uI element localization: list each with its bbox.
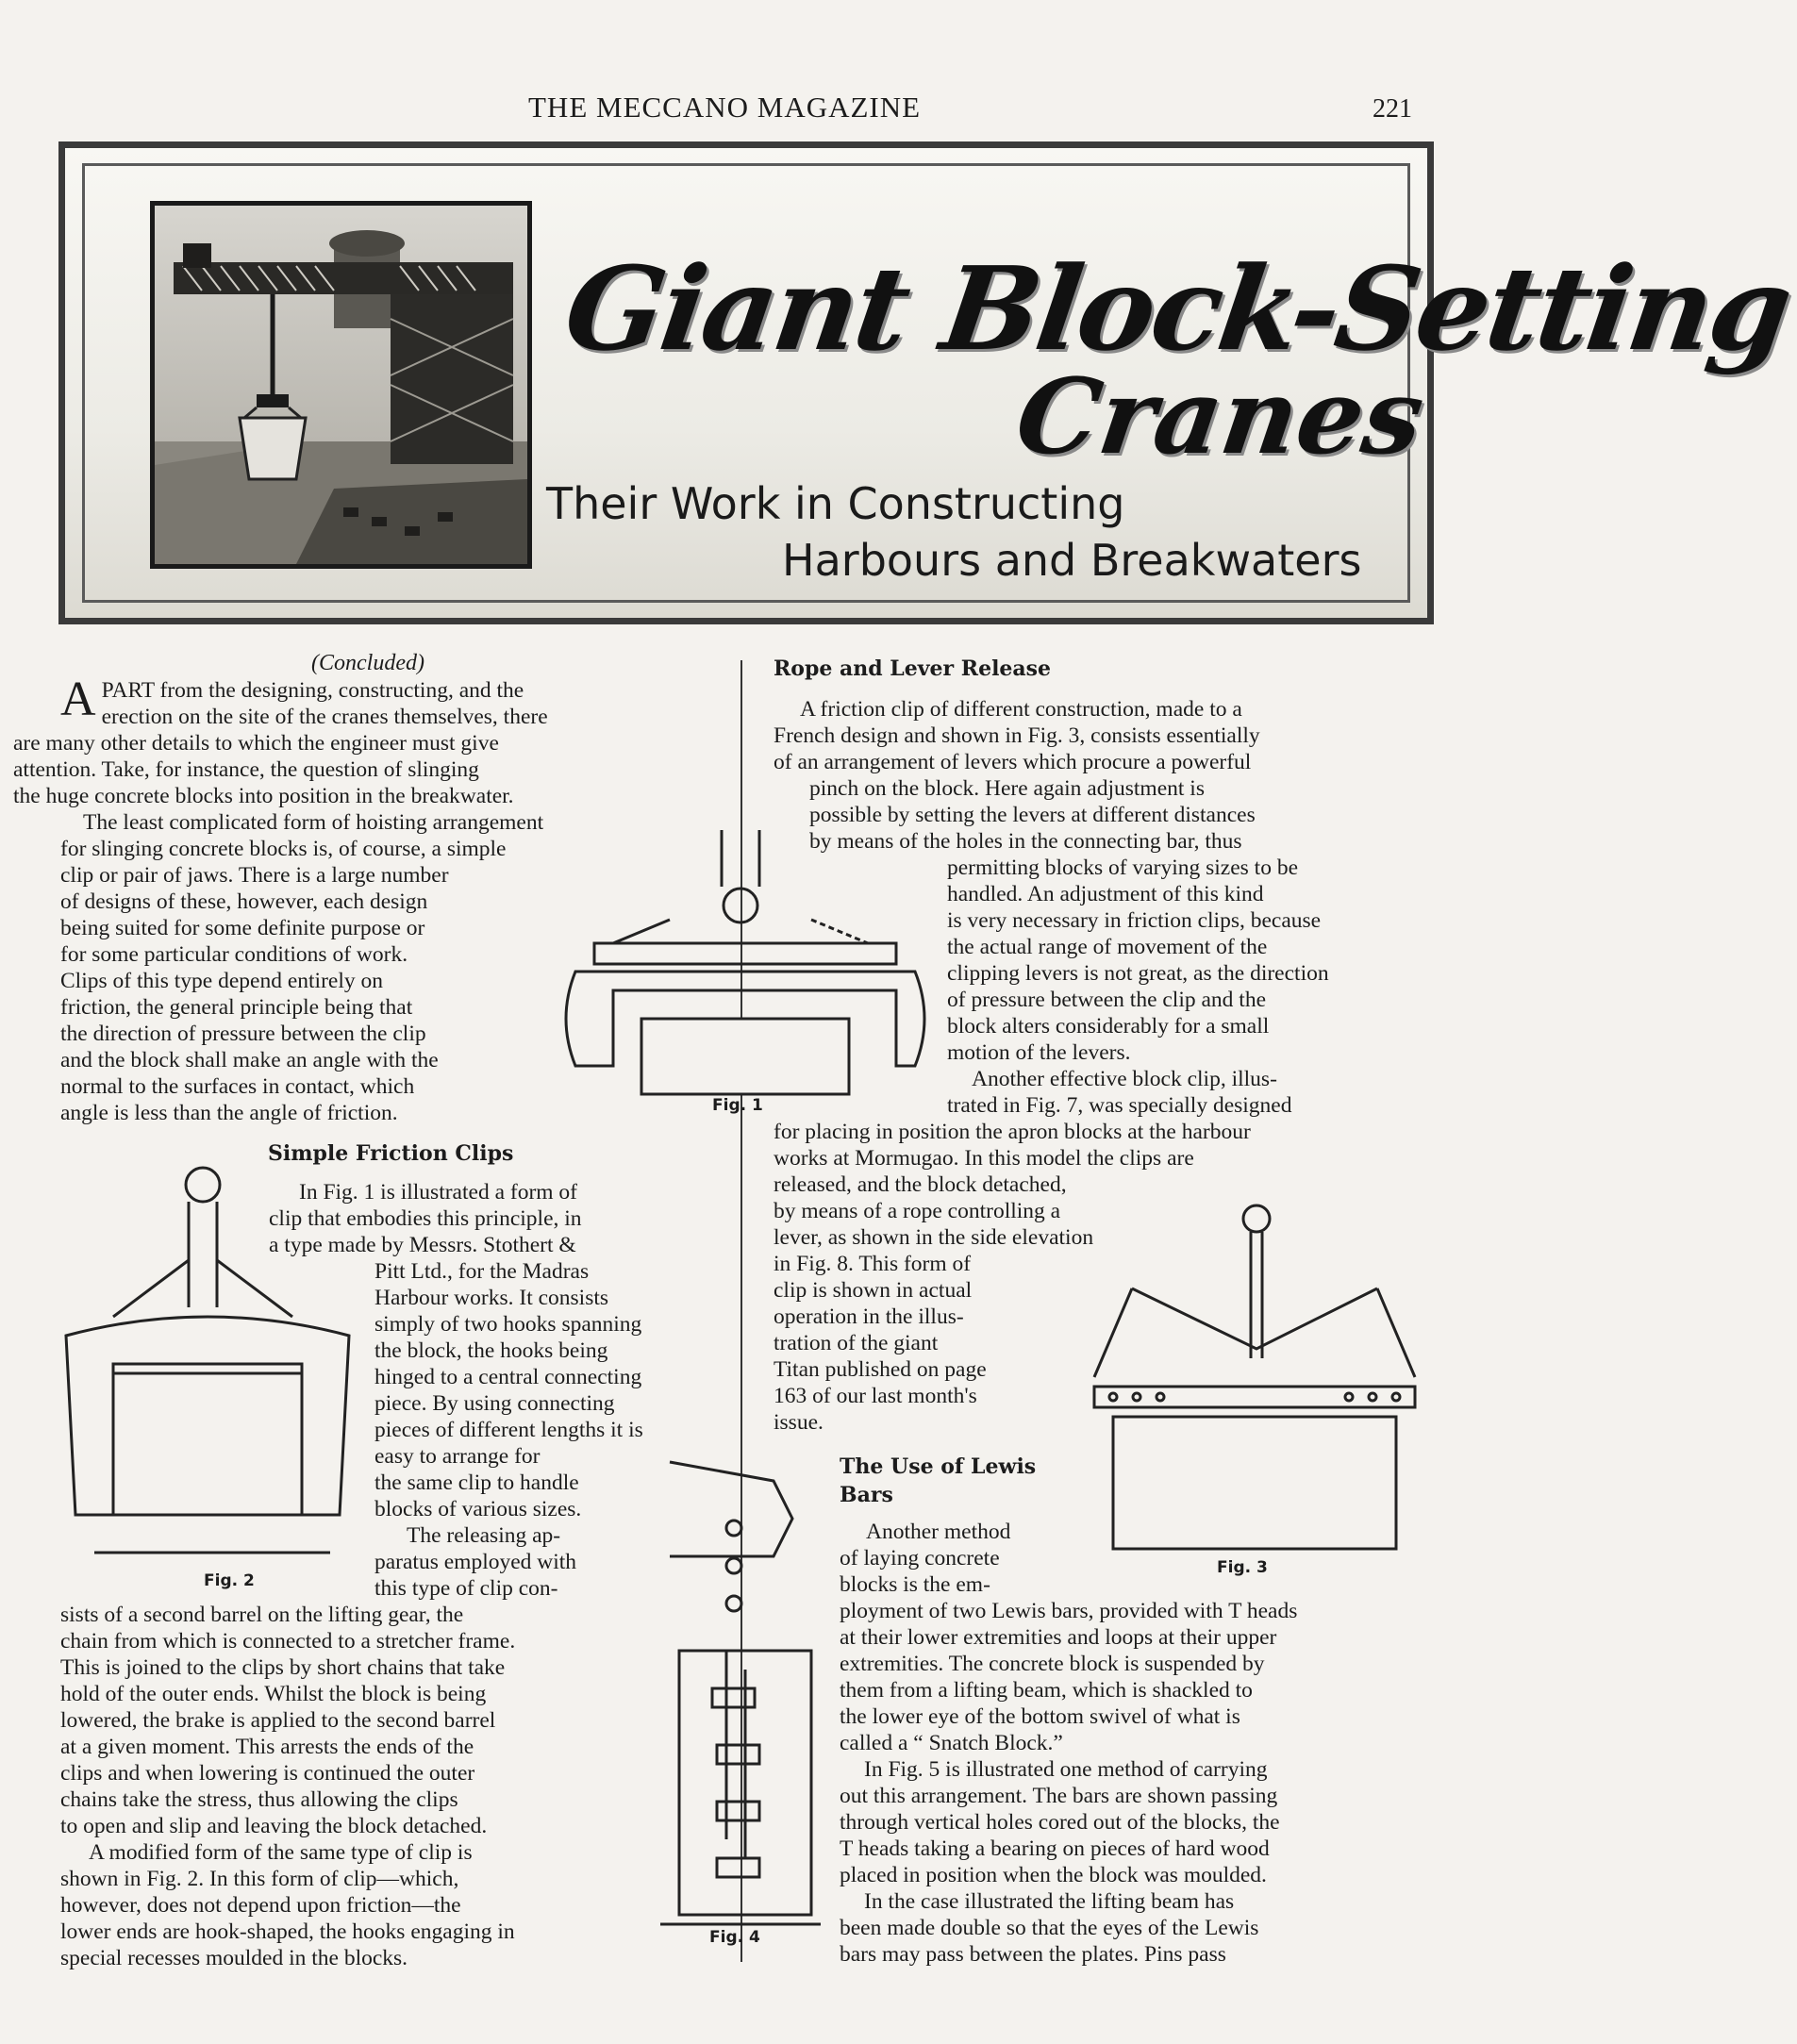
text-line: bars may pass between the plates. Pins pass bbox=[840, 1942, 1226, 1967]
banner-title-line2: Cranes bbox=[1008, 356, 1431, 477]
text-line: being suited for some definite purpose or bbox=[60, 916, 425, 940]
text-line: at a given moment. This arrests the ends of the bbox=[60, 1735, 474, 1759]
text-line: sists of a second barrel on the lifting gear, the bbox=[60, 1603, 464, 1627]
figure-4 bbox=[660, 1462, 830, 1953]
page-number: 221 bbox=[1373, 94, 1412, 124]
heading-rope-lever: Rope and Lever Release bbox=[774, 656, 1052, 681]
text-line: of pressure between the clip and the bbox=[947, 988, 1267, 1012]
text-line: are many other details to which the engineer must give bbox=[13, 731, 499, 756]
text-line: possible by setting the levers at different distances bbox=[809, 803, 1256, 827]
text-line: piece. By using connecting bbox=[374, 1391, 615, 1416]
text-line: angle is less than the angle of friction. bbox=[60, 1101, 398, 1125]
text-line: Clips of this type depend entirely on bbox=[60, 969, 384, 993]
text-line: clipping levers is not great, as the direction bbox=[947, 961, 1329, 986]
fig3-drawing bbox=[1085, 1198, 1424, 1556]
text-line: French design and shown in Fig. 3, consists essentially bbox=[774, 723, 1260, 748]
text-line: for some particular conditions of work. bbox=[60, 942, 408, 967]
text-line: This is joined to the clips by short chains that take bbox=[60, 1655, 506, 1680]
text-line: is very necessary in friction clips, because bbox=[947, 908, 1322, 933]
text-line: In Fig. 1 is illustrated a form of bbox=[299, 1180, 578, 1205]
text-line: friction, the general principle being that bbox=[60, 995, 413, 1020]
text-line: clip is shown in actual bbox=[774, 1278, 973, 1303]
text-line: in Fig. 8. This form of bbox=[774, 1252, 972, 1276]
text-line: simply of two hooks spanning bbox=[374, 1312, 642, 1337]
text-line: 163 of our last month's bbox=[774, 1384, 977, 1408]
fig4-caption: Fig. 4 bbox=[709, 1928, 760, 1947]
text-line: pinch on the block. Here again adjustment is bbox=[809, 776, 1205, 801]
text-line: clip or pair of jaws. There is a large number bbox=[60, 863, 449, 888]
text-line: The least complicated form of hoisting arrangement bbox=[83, 810, 544, 835]
text-line: A modified form of the same type of clip is bbox=[89, 1840, 473, 1865]
fig2-drawing bbox=[57, 1156, 368, 1571]
text-line: tration of the giant bbox=[774, 1331, 939, 1355]
text-line: out this arrangement. The bars are shown passing bbox=[840, 1784, 1278, 1808]
text-line: the direction of pressure between the clip bbox=[60, 1022, 426, 1046]
heading-line: The Use of Lewis bbox=[840, 1454, 1037, 1479]
text-line: of an arrangement of levers which procure a powerful bbox=[774, 750, 1252, 774]
text-line: been made double so that the eyes of the Lewis bbox=[840, 1916, 1259, 1940]
paragraph-lewis-cont bbox=[840, 1598, 1424, 1968]
text-line: and the block shall make an angle with the bbox=[60, 1048, 439, 1072]
text-line: Pitt Ltd., for the Madras bbox=[374, 1259, 590, 1284]
title-banner bbox=[58, 141, 1797, 624]
text-line: of laying concrete bbox=[840, 1546, 1000, 1570]
text-line: clips and when lowering is continued the outer bbox=[60, 1761, 475, 1786]
paragraph-release bbox=[60, 1602, 651, 1971]
text-line: hinged to a central connecting bbox=[374, 1365, 642, 1389]
intro-paragraph bbox=[13, 673, 709, 809]
text-line: the huge concrete blocks into position in the breakwater. bbox=[13, 784, 514, 808]
paragraph-rope-lever bbox=[774, 696, 1424, 1066]
text-line: operation in the illus- bbox=[774, 1305, 964, 1329]
text-line: by means of the holes in the connecting bar, thus bbox=[809, 829, 1242, 854]
text-line: Another method bbox=[866, 1520, 1011, 1544]
heading-lewis-bars bbox=[840, 1453, 1036, 1509]
crane-illustration-svg bbox=[155, 206, 527, 564]
text-line: ployment of two Lewis bars, provided with T heads bbox=[840, 1599, 1298, 1623]
text-line: normal to the surfaces in contact, which bbox=[60, 1074, 415, 1099]
banner-subtitle-line2: Harbours and Breakwaters bbox=[782, 535, 1362, 586]
text-line: the lower eye of the bottom swivel of what is bbox=[840, 1704, 1240, 1729]
text-line: pieces of different lengths it is bbox=[374, 1418, 643, 1442]
text-line: special recesses moulded in the blocks. bbox=[60, 1946, 408, 1970]
text-line: through vertical holes cored out of the blocks, the bbox=[840, 1810, 1280, 1835]
text-line: Another effective block clip, illus- bbox=[972, 1067, 1277, 1091]
text-line: trated in Fig. 7, was specially designed bbox=[947, 1093, 1292, 1118]
text-line: a type made by Messrs. Stothert & bbox=[269, 1233, 576, 1257]
fig2-caption: Fig. 2 bbox=[204, 1571, 255, 1590]
magazine-title: THE MECCANO MAGAZINE bbox=[528, 91, 922, 124]
heading-line: Bars bbox=[840, 1483, 893, 1507]
banner-subtitle-line1: Their Work in Constructing bbox=[546, 478, 1125, 529]
text-line: paratus employed with bbox=[374, 1550, 577, 1574]
text-line: motion of the levers. bbox=[947, 1040, 1131, 1065]
text-line: A friction clip of different construction, made to a bbox=[800, 697, 1242, 722]
text-line: the actual range of movement of the bbox=[947, 935, 1268, 959]
fig1-caption: Fig. 1 bbox=[712, 1096, 763, 1115]
figure-2 bbox=[57, 1156, 368, 1600]
paragraph-lewis bbox=[840, 1519, 1075, 1598]
text-line: lower ends are hook-shaped, the hooks engaging in bbox=[60, 1919, 515, 1944]
heading-simple-friction-clips: Simple Friction Clips bbox=[268, 1141, 514, 1166]
text-line: permitting blocks of varying sizes to be bbox=[947, 856, 1299, 880]
text-line: them from a lifting beam, which is shackled to bbox=[840, 1678, 1253, 1703]
text-line: to open and slip and leaving the block detached. bbox=[60, 1814, 488, 1838]
text-line: handled. An adjustment of this kind bbox=[947, 882, 1264, 906]
text-line: shown in Fig. 2. In this form of clip—which, bbox=[60, 1867, 459, 1891]
text-line: this type of clip con- bbox=[374, 1576, 558, 1601]
text-line: hold of the outer ends. Whilst the block is being bbox=[60, 1682, 487, 1706]
text-line: at their lower extremities and loops at their upper bbox=[840, 1625, 1277, 1650]
text-line: clip that embodies this principle, in bbox=[269, 1206, 582, 1231]
text-line: of designs of these, however, each design bbox=[60, 889, 428, 914]
text-line: called a “ Snatch Block.” bbox=[840, 1731, 1063, 1755]
text-line: easy to arrange for bbox=[374, 1444, 541, 1469]
banner-title-line1: Giant Block-Setting bbox=[557, 241, 1797, 376]
fig3-caption: Fig. 3 bbox=[1217, 1558, 1268, 1577]
text-line: lever, as shown in the side elevation bbox=[774, 1225, 1094, 1250]
text-line: the block, the hooks being bbox=[374, 1338, 608, 1363]
text-line: released, and the block detached, bbox=[774, 1172, 1067, 1197]
text-line: T heads taking a bearing on pieces of hard wood bbox=[840, 1836, 1270, 1861]
fig4-drawing bbox=[660, 1462, 830, 1934]
text-line: chains take the stress, thus allowing the clips bbox=[60, 1787, 458, 1812]
text-line: chain from which is connected to a stretcher frame. bbox=[60, 1629, 516, 1653]
text-line: block alters considerably for a small bbox=[947, 1014, 1270, 1039]
drop-cap: A bbox=[60, 673, 96, 726]
concluded-note: (Concluded) bbox=[311, 651, 424, 675]
text-line: In the case illustrated the lifting beam has bbox=[864, 1889, 1235, 1914]
text-line: issue. bbox=[774, 1410, 824, 1435]
text-line: however, does not depend upon friction—the bbox=[60, 1893, 461, 1918]
text-line: attention. Take, for instance, the question of slinging bbox=[13, 757, 479, 782]
text-line: Titan published on page bbox=[774, 1357, 987, 1382]
text-line: Harbour works. It consists bbox=[374, 1286, 609, 1310]
text-line: erection on the site of the cranes themselves, there bbox=[101, 705, 548, 729]
text-line: extremities. The concrete block is suspended by bbox=[840, 1652, 1265, 1676]
text-line: lowered, the brake is applied to the second barrel bbox=[60, 1708, 496, 1733]
text-line: the same clip to handle bbox=[374, 1471, 579, 1495]
text-line: placed in position when the block was moulded. bbox=[840, 1863, 1267, 1887]
text-line: works at Mormugao. In this model the clips are bbox=[774, 1146, 1194, 1171]
text-line: for placing in position the apron blocks at the harbour bbox=[774, 1120, 1251, 1144]
running-head bbox=[0, 91, 1540, 128]
text-line: for slinging concrete blocks is, of course, a simple bbox=[60, 837, 507, 861]
figure-3 bbox=[1085, 1198, 1424, 1594]
crane-illustration bbox=[150, 201, 532, 569]
text-line: The releasing ap- bbox=[407, 1523, 561, 1548]
text-line: In Fig. 5 is illustrated one method of carrying bbox=[864, 1757, 1268, 1782]
text-line: blocks is the em- bbox=[840, 1572, 990, 1597]
text-line: blocks of various sizes. bbox=[374, 1497, 582, 1521]
text-line: PART from the designing, constructing, and the bbox=[101, 678, 524, 703]
text-line: by means of a rope controlling a bbox=[774, 1199, 1061, 1223]
